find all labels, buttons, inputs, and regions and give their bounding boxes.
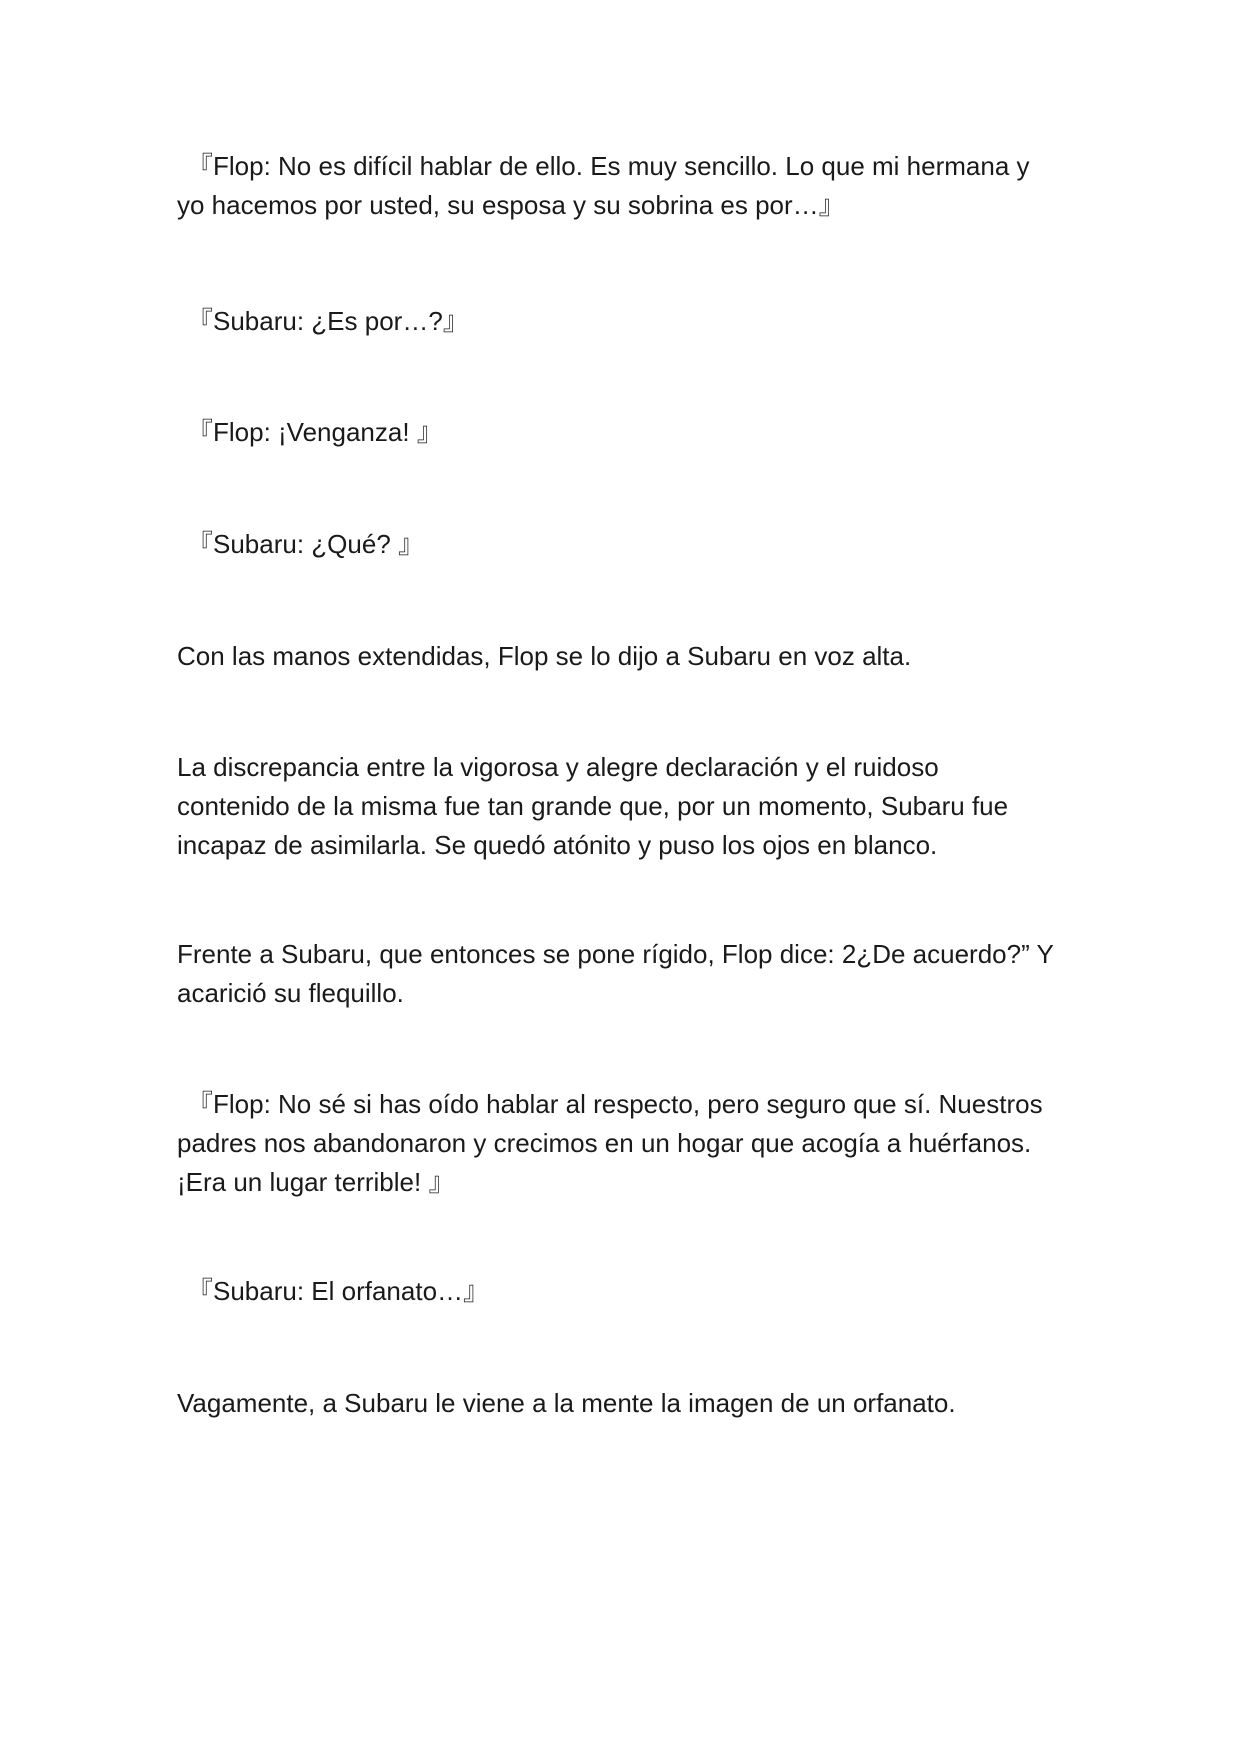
text-line: contenido de la misma fue tan grande que, por un momento, Subaru fue [177, 791, 1009, 821]
text-line: padres nos abandonaron y crecimos en un hogar que acogía a huérfanos. [177, 1128, 1032, 1158]
paragraph-flop-intro [177, 147, 1087, 225]
paragraph-narration-discrepancy [177, 748, 1077, 865]
text-line: Vagamente, a Subaru le viene a la mente la imagen de un orfanato. [177, 1388, 956, 1418]
text-line: 『Flop: No es difícil hablar de ello. Es muy sencillo. Lo que mi hermana y [187, 151, 1030, 181]
text-line: yo hacemos por usted, su esposa y su sobrina es por…』 [177, 190, 845, 220]
text-line: La discrepancia entre la vigorosa y alegre declaración y el ruidoso [177, 752, 939, 782]
paragraph-flop-venganza [177, 413, 1087, 452]
text-line: ¡Era un lugar terrible! 』 [177, 1167, 455, 1197]
text-line: 『Flop: ¡Venganza! 』 [187, 417, 443, 447]
text-line: 『Subaru: ¿Qué? 』 [187, 529, 424, 559]
text-line: 『Subaru: ¿Es por…?』 [187, 306, 469, 336]
paragraph-subaru-question [177, 302, 1087, 341]
text-line: acarició su flequillo. [177, 978, 404, 1008]
text-line: 『Subaru: El orfanato…』 [187, 1276, 490, 1306]
text-line: 『Flop: No sé si has oído hablar al respecto, pero seguro que sí. Nuestros [187, 1089, 1043, 1119]
text-line: Frente a Subaru, que entonces se pone rígido, Flop dice: 2¿De acuerdo?” Y [177, 939, 1054, 969]
paragraph-subaru-orfanato [177, 1272, 1087, 1311]
paragraph-narration-hands [177, 637, 1077, 676]
text-line: incapaz de asimilarla. Se quedó atónito y puso los ojos en blanco. [177, 830, 938, 860]
text-line: Con las manos extendidas, Flop se lo dijo a Subaru en voz alta. [177, 641, 912, 671]
paragraph-flop-orphanage [177, 1085, 1087, 1202]
paragraph-subaru-que [177, 525, 1087, 564]
paragraph-narration-frente [177, 935, 1077, 1013]
paragraph-narration-vagamente [177, 1384, 1077, 1423]
